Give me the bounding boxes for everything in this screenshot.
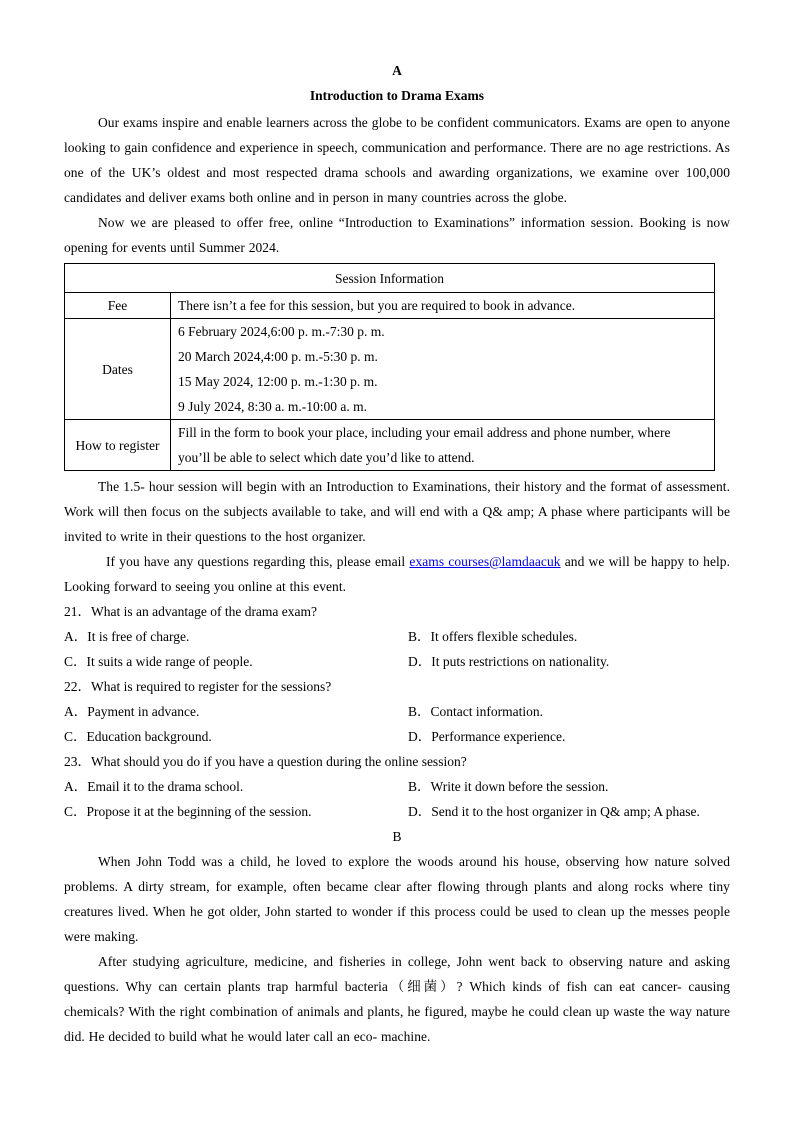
- choice-text: Payment in advance.: [87, 704, 200, 719]
- choice-row: [64, 799, 730, 824]
- session-information-table: [64, 263, 715, 471]
- choice-d[interactable]: [408, 649, 730, 674]
- choice-text: Write it down before the session.: [430, 779, 609, 794]
- choice-d[interactable]: [408, 724, 730, 749]
- table-row: [65, 420, 715, 471]
- choice-text: Email it to the drama school.: [87, 779, 244, 794]
- question-stem: [64, 749, 730, 774]
- date-line: 20 March 2024,4:00 p. m.-5:30 p. m.: [178, 349, 378, 364]
- choice-row: [64, 649, 730, 674]
- table-value-fee: There isn’t a fee for this session, but you are required to book in advance.: [171, 293, 715, 319]
- choice-a[interactable]: [64, 624, 408, 649]
- email-link[interactable]: exams courses@lamdaacuk: [409, 554, 561, 569]
- choice-b[interactable]: [408, 774, 730, 799]
- choice-text: It puts restrictions on nationality.: [431, 654, 610, 669]
- table-row: [65, 293, 715, 319]
- register-line: you’ll be able to select which date you’d like to attend.: [178, 450, 475, 465]
- table-row: [65, 319, 715, 420]
- choice-text: Performance experience.: [431, 729, 566, 744]
- choice-key: A．: [64, 704, 88, 719]
- choice-b[interactable]: [408, 624, 730, 649]
- table-header-cell: Session Information: [65, 264, 715, 293]
- choice-key: A．: [64, 629, 88, 644]
- question-stem: [64, 599, 730, 624]
- paragraph-text-after-email: and we will be happy to help. Looking forward to seeing you online at this event.: [64, 554, 731, 594]
- choice-row: [64, 724, 730, 749]
- choice-text: It suits a wide range of people.: [86, 654, 253, 669]
- choice-c[interactable]: [64, 649, 408, 674]
- question-text: What should you do if you have a question during the online session?: [91, 754, 467, 769]
- choice-row: [64, 774, 730, 799]
- table-row-header: [65, 264, 715, 293]
- choice-key: C．: [64, 804, 87, 819]
- choice-key: D．: [408, 804, 432, 819]
- table-label-dates: Dates: [65, 319, 171, 420]
- table-label-fee: Fee: [65, 293, 171, 319]
- table-value-how-to-register: [171, 420, 715, 471]
- choice-key: C．: [64, 729, 87, 744]
- page-title: Introduction to Drama Exams: [309, 88, 485, 103]
- register-line: Fill in the form to book your place, including your email address and phone number, where: [178, 425, 671, 440]
- choice-b[interactable]: [408, 699, 730, 724]
- choice-text: It is free of charge.: [87, 629, 190, 644]
- paragraph-text-before-email: If you have any questions regarding this, please email: [106, 554, 410, 569]
- section-a-paragraph-1: Our exams inspire and enable learners across the globe to be confident communicators. Exams are open to anyone looking to gain confidence and experience in speech, communication and performance. There are no age restrictions. As one of the UK’s oldest and most respected drama schools and awarding organizations, we examine over 100,000 candidates and deliver exams both online and in person in many countries across the globe.: [64, 115, 730, 205]
- choice-text: Propose it at the beginning of the session.: [86, 804, 312, 819]
- question-stem: [64, 674, 730, 699]
- section-b-paragraph-1: When John Todd was a child, he loved to explore the woods around his house, observing how nature solved problems. A dirty stream, for example, often became clear after flowing through plants and along rocks where tiny creatures lived. When he got older, John started to wonder if this process could be used to clean up the messes people were making.: [64, 854, 730, 944]
- date-line: 15 May 2024, 12:00 p. m.-1:30 p. m.: [178, 374, 378, 389]
- section-a-letter: A: [392, 63, 402, 78]
- choice-row: [64, 699, 730, 724]
- choice-d[interactable]: [408, 799, 730, 824]
- question-22: [64, 674, 730, 749]
- section-a-paragraph-2: Now we are pleased to offer free, online “Introduction to Examinations” information session. Booking is now opening for events until Summer 2024.: [64, 215, 730, 255]
- question-number: 21．: [64, 604, 91, 619]
- section-b-letter: B: [392, 829, 402, 844]
- choice-a[interactable]: [64, 699, 408, 724]
- table-label-how-to-register: How to register: [65, 420, 171, 471]
- choice-a[interactable]: [64, 774, 408, 799]
- choice-key: B．: [408, 629, 431, 644]
- choice-text: Send it to the host organizer in Q& amp; A phase.: [431, 804, 700, 819]
- choice-key: C．: [64, 654, 87, 669]
- section-a-paragraph-3: The 1.5- hour session will begin with an Introduction to Examinations, their history and the format of assessment. Work will then focus on the subjects available to take, and will end with a Q& amp; A phase where participants will be invited to write in their questions to the host organizer.: [64, 479, 730, 544]
- choice-text: It offers flexible schedules.: [430, 629, 578, 644]
- date-line: 6 February 2024,6:00 p. m.-7:30 p. m.: [178, 324, 385, 339]
- choice-key: D．: [408, 654, 432, 669]
- section-a-paragraph-4: [64, 549, 730, 599]
- question-number: 22．: [64, 679, 91, 694]
- question-text: What is required to register for the sessions?: [91, 679, 332, 694]
- question-21: [64, 599, 730, 674]
- choice-key: B．: [408, 779, 431, 794]
- choice-key: D．: [408, 729, 432, 744]
- choice-text: Education background.: [86, 729, 212, 744]
- question-number: 23．: [64, 754, 91, 769]
- table-value-dates: [171, 319, 715, 420]
- question-23: [64, 749, 730, 824]
- section-b-paragraph-2: After studying agriculture, medicine, and fisheries in college, John went back to observing nature and asking questions. Why can certain plants trap harmful bacteria（细菌）? Which kinds of fish can eat cancer- causing chemicals? With the right combination of animals and plants, he figured, maybe he could clean up waste the way nature did. He decided to build what he would later call an eco- machine.: [64, 954, 730, 1044]
- choice-row: [64, 624, 730, 649]
- choice-text: Contact information.: [430, 704, 543, 719]
- date-line: 9 July 2024, 8:30 a. m.-10:00 a. m.: [178, 399, 367, 414]
- choice-c[interactable]: [64, 799, 408, 824]
- choice-key: B．: [408, 704, 431, 719]
- choice-key: A．: [64, 779, 88, 794]
- choice-c[interactable]: [64, 724, 408, 749]
- question-text: What is an advantage of the drama exam?: [91, 604, 318, 619]
